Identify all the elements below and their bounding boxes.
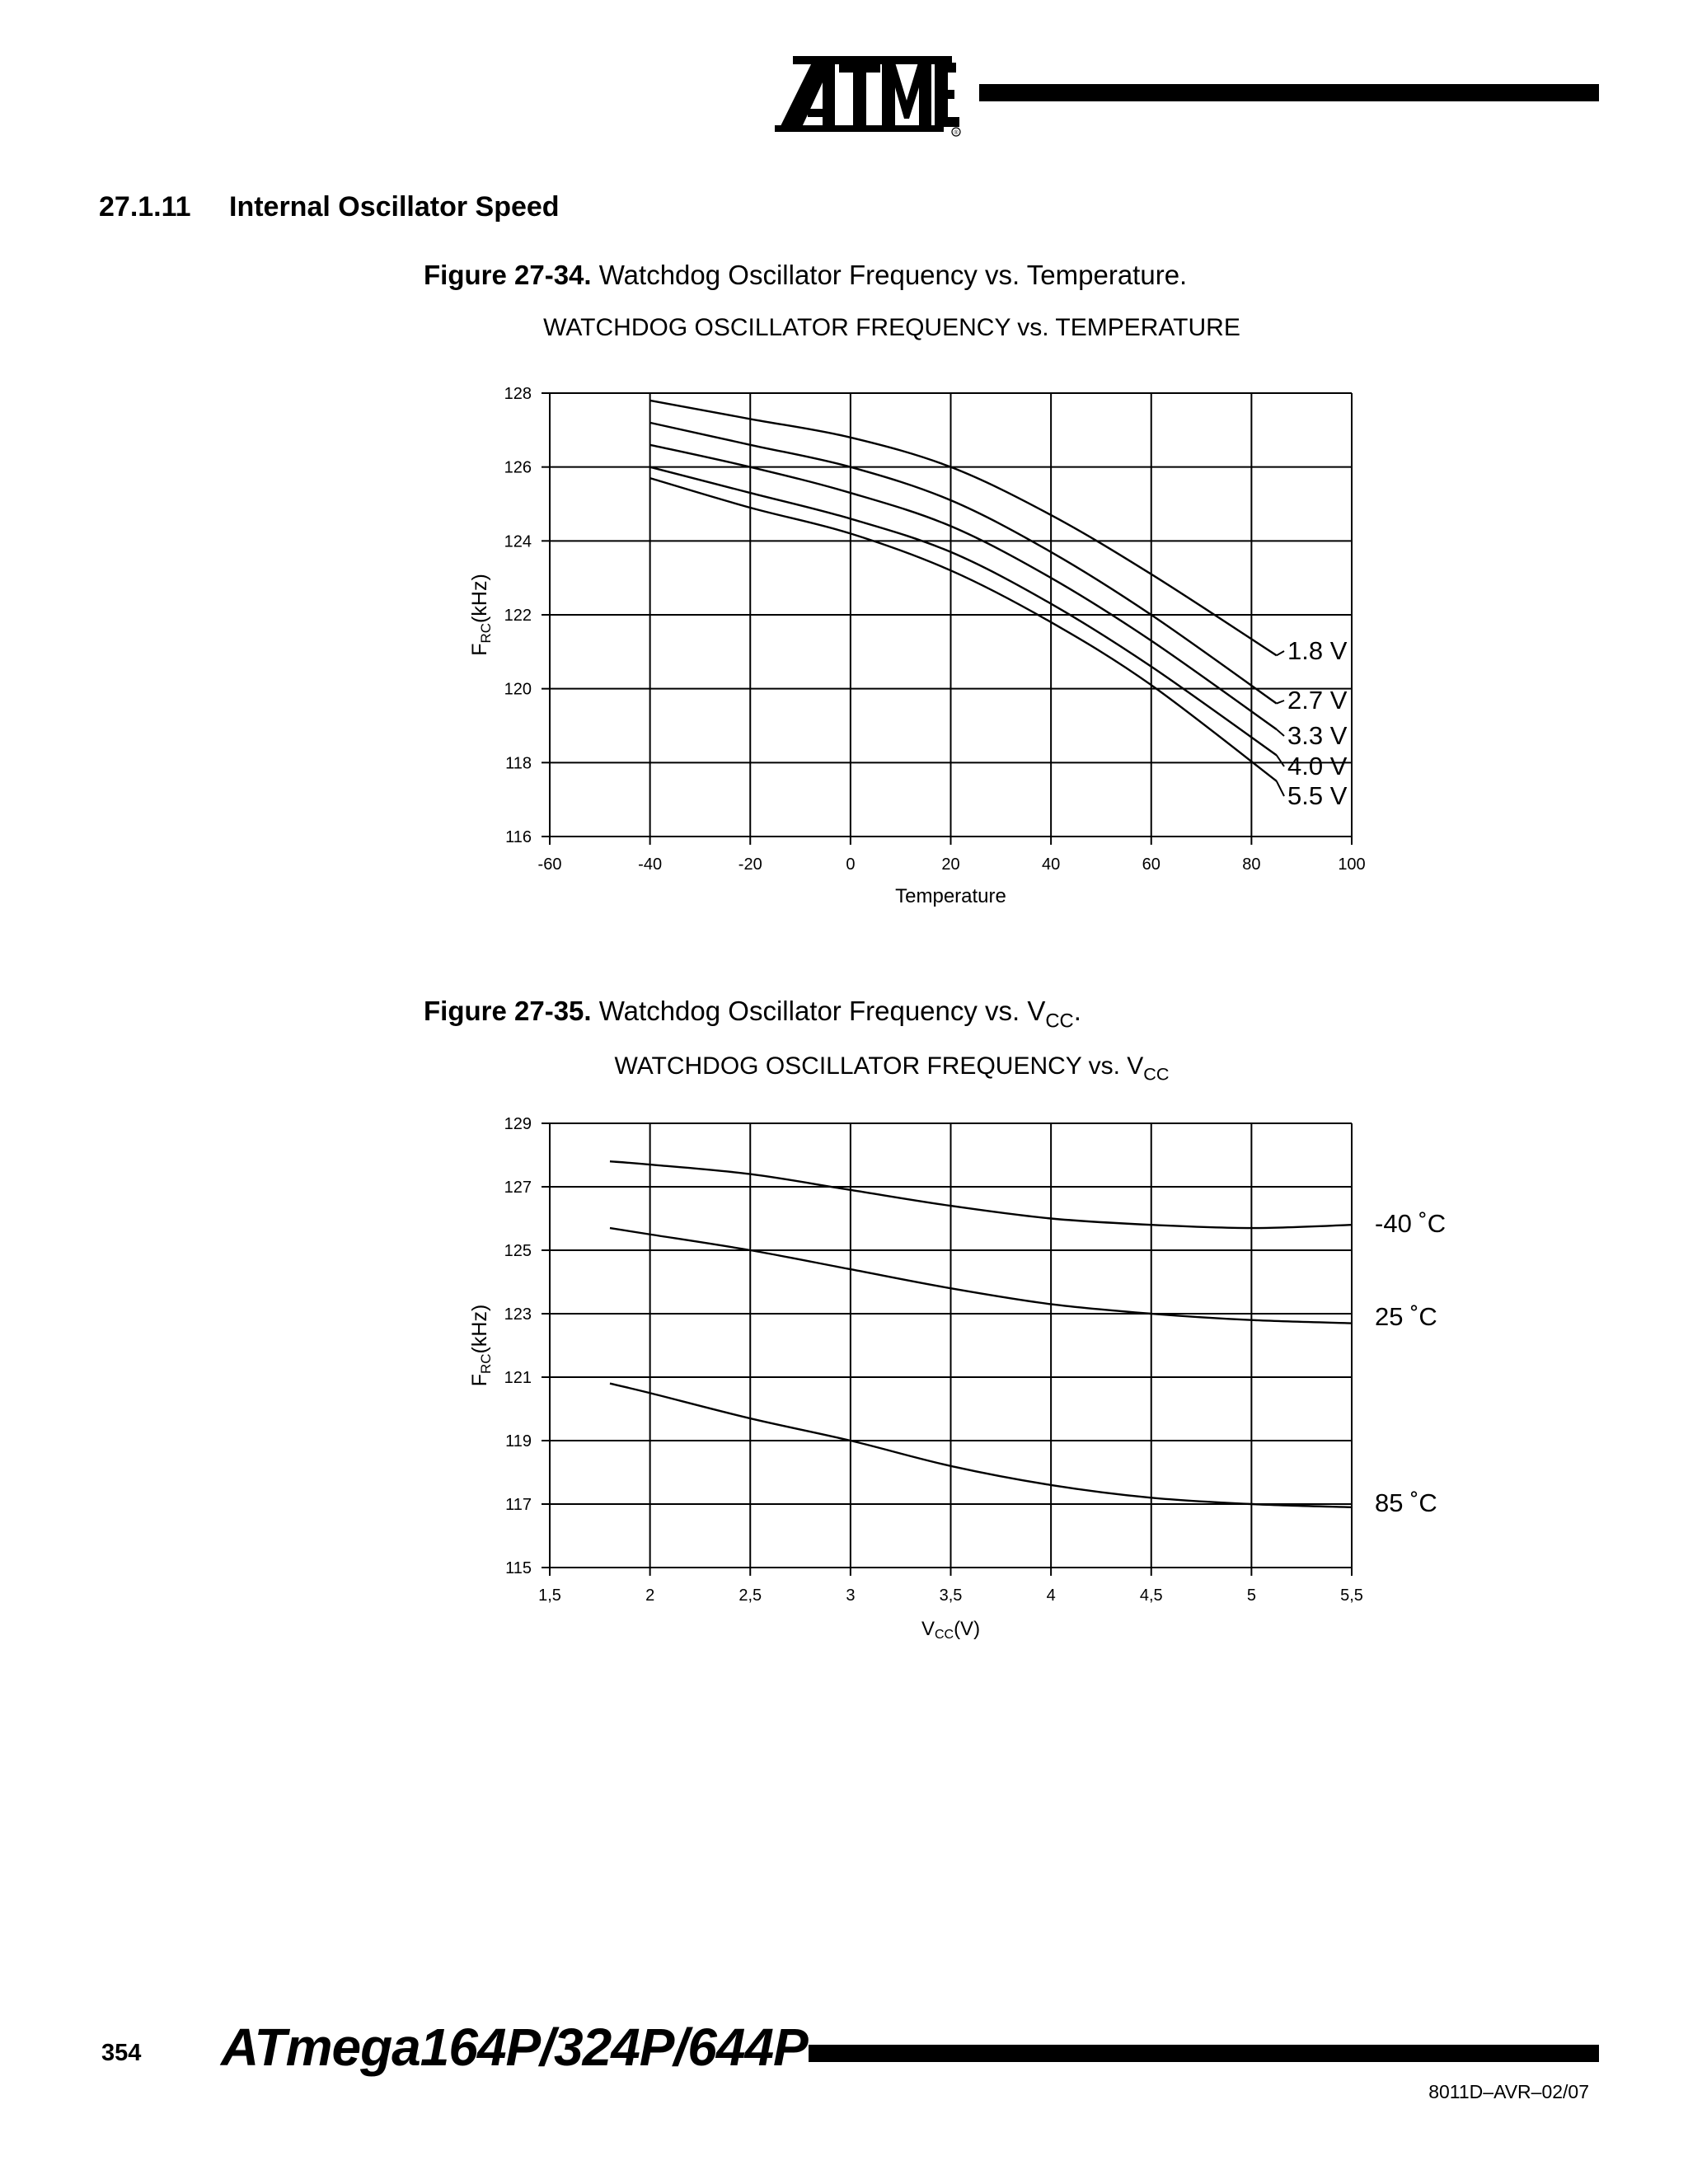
y-tick-label: 122 <box>504 607 532 625</box>
y-tick-label: 117 <box>505 1496 532 1514</box>
y-axis-label: $F_{RC}(kHz)$ <box>468 1304 494 1387</box>
x-tick-label: 4,5 <box>1139 1586 1163 1605</box>
series-label: 3.3 V <box>1287 721 1348 750</box>
x-tick-label: 40 <box>1042 855 1061 874</box>
y-tick-label: 128 <box>504 385 532 403</box>
x-tick-label: 60 <box>1142 855 1160 874</box>
y-tick-label: 124 <box>504 532 532 551</box>
x-tick-label: 3 <box>846 1586 856 1605</box>
y-tick-label: 126 <box>504 458 532 477</box>
figure-2-caption-text: Watchdog Oscillator Frequency vs. V <box>598 996 1046 1026</box>
figure-2-label: Figure 27-35. <box>424 996 592 1026</box>
series-leader <box>1277 701 1284 704</box>
series-leader <box>1277 755 1284 766</box>
series-label: 5.5 V <box>1287 781 1348 810</box>
y-axis-label: $F_{RC}(kHz)$ <box>468 574 494 656</box>
figure-2-caption-sub: CC <box>1045 1010 1074 1033</box>
x-axis-label: Temperature <box>895 885 1006 907</box>
x-tick-label: 3,5 <box>939 1586 963 1605</box>
x-tick-label: 80 <box>1242 855 1261 874</box>
section-title: Internal Oscillator Speed <box>229 191 560 223</box>
y-tick-label: 115 <box>505 1559 532 1577</box>
x-tick-label: -40 <box>638 855 663 874</box>
x-axis-label: VCC(V) <box>921 1618 981 1642</box>
series-label: 1.8 V <box>1287 636 1348 665</box>
page-number: 354 <box>101 2040 142 2066</box>
series-label: 85 ˚C <box>1375 1488 1437 1517</box>
y-tick-label: 127 <box>504 1179 532 1197</box>
y-tick-label: 123 <box>504 1305 532 1324</box>
series-line <box>610 1161 1352 1228</box>
x-tick-label: -60 <box>537 855 562 874</box>
series-label: 2.7 V <box>1287 686 1348 715</box>
figure-2-caption: Figure 27-35. Watchdog Oscillator Frequency vs. $V_{CC}$. <box>424 996 1081 1033</box>
series-label: -40 ˚C <box>1375 1209 1447 1238</box>
x-tick-label: 20 <box>941 855 960 874</box>
y-tick-label: 125 <box>504 1242 532 1260</box>
series-leader <box>1277 729 1284 736</box>
x-tick-label: 0 <box>846 855 856 874</box>
y-tick-label: 119 <box>505 1432 532 1451</box>
y-tick-label: 118 <box>505 754 532 773</box>
x-tick-label: 5,5 <box>1340 1586 1363 1605</box>
series-line <box>650 478 1277 781</box>
series-line <box>650 467 1277 756</box>
series-label: 4.0 V <box>1287 752 1348 780</box>
series-leader <box>1277 651 1284 655</box>
chart-1 <box>468 385 1366 907</box>
chart-1-title: WATCHDOG OSCILLATOR FREQUENCY vs. TEMPERATURE <box>543 314 1240 341</box>
x-tick-label: 5 <box>1246 1586 1256 1605</box>
section-number: 27.1.11 <box>99 191 191 223</box>
series-leader <box>1277 781 1284 796</box>
series-line <box>610 1384 1352 1507</box>
x-tick-label: 100 <box>1338 855 1366 874</box>
figure-1-label: Figure 27-34. <box>424 260 592 290</box>
x-tick-label: -20 <box>738 855 762 874</box>
series-line <box>650 445 1277 729</box>
footer-rule <box>809 2045 1599 2062</box>
chart-2 <box>468 1115 1446 1642</box>
x-tick-label: 1,5 <box>538 1586 561 1605</box>
svg-text:®: ® <box>954 130 959 136</box>
document-title: ATmega164P/324P/644P <box>221 2018 808 2077</box>
chart-2-title: WATCHDOG OSCILLATOR FREQUENCY vs. $V_{CC}$ <box>614 1052 1170 1085</box>
x-tick-label: 4 <box>1046 1586 1056 1605</box>
series-line <box>650 401 1277 655</box>
x-tick-label: 2 <box>645 1586 655 1605</box>
document-reference: 8011D–AVR–02/07 <box>1428 2081 1589 2102</box>
y-tick-label: 116 <box>505 828 532 846</box>
y-tick-label: 120 <box>504 680 532 699</box>
series-label: 25 ˚C <box>1375 1302 1437 1331</box>
y-tick-label: 121 <box>504 1369 532 1387</box>
x-tick-label: 2,5 <box>738 1586 762 1605</box>
figure-1-caption-text: Watchdog Oscillator Frequency vs. Temperature. <box>598 260 1188 290</box>
series-line <box>610 1228 1352 1324</box>
y-tick-label: 129 <box>504 1115 532 1133</box>
